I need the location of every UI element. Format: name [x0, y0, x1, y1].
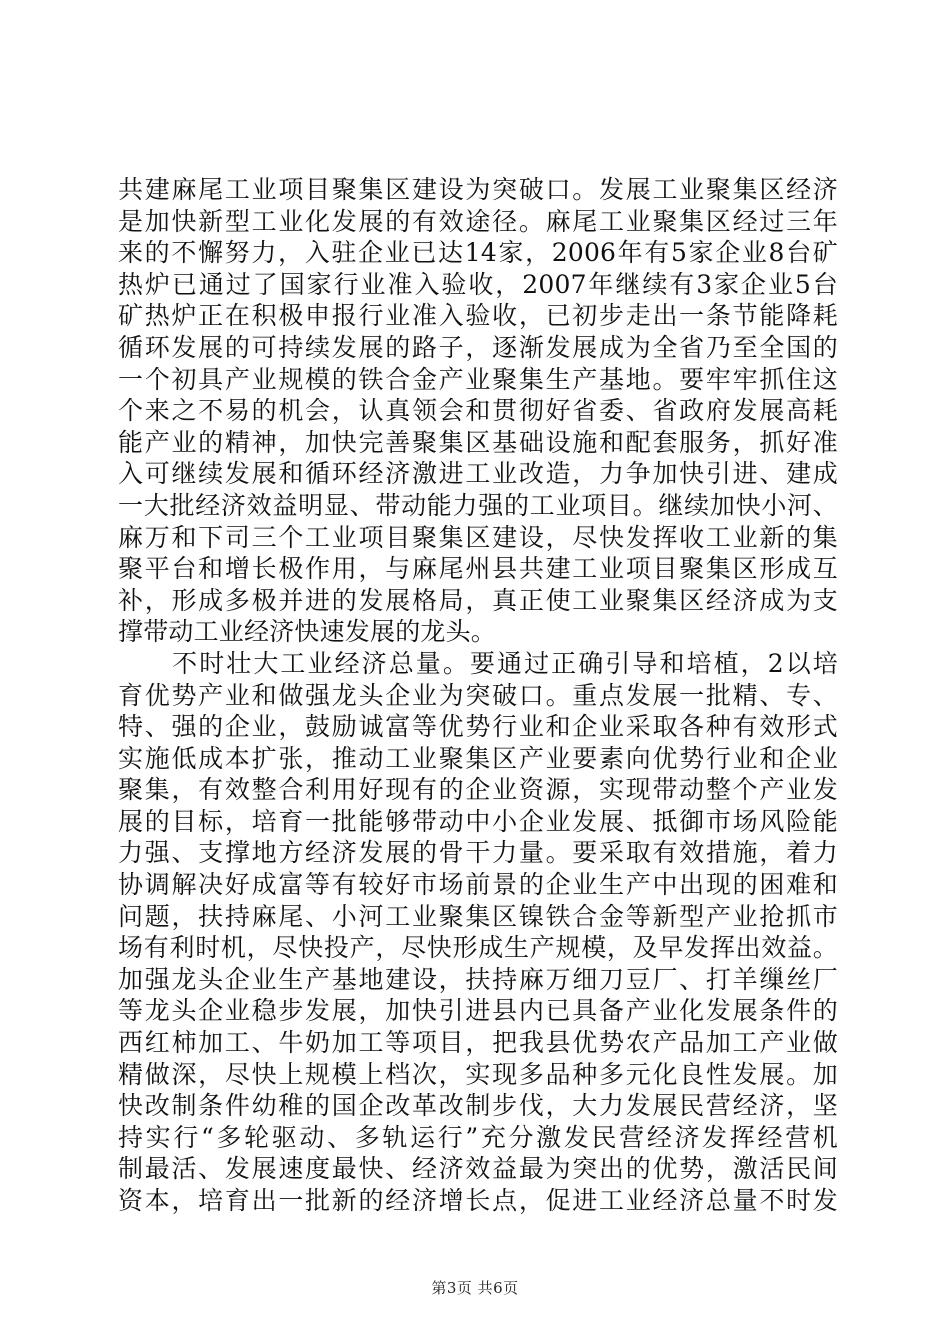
- page-number-footer: 第3页 共6页: [431, 1279, 519, 1297]
- text-line: 资本，培育出一批新的经济增长点，促进工业经济总量不时发: [118, 1186, 838, 1215]
- text-line: 等龙头企业稳步发展，加快引进县内已具备产业化发展条件的: [118, 996, 838, 1026]
- text-line: 撑带动工业经济快速发展的龙头。: [118, 617, 497, 647]
- text-line: 矿热炉正在积极申报行业准入验收，已初步走出一条节能降耗: [118, 301, 838, 331]
- text-line: 热炉已通过了国家行业准入验收，2007年继续有3家企业5台: [118, 269, 838, 299]
- text-line: 问题，扶持麻尾、小河工业聚集区镍铁合金等新型产业抢抓市: [118, 901, 838, 931]
- text-line: 场有利时机，尽快投产，尽快形成生产规模，及早发挥出效益。: [118, 933, 838, 963]
- text-line: 协调解决好成富等有较好市场前景的企业生产中出现的困难和: [118, 870, 838, 900]
- paragraph-2: [118, 648, 838, 1217]
- text-line: 育优势产业和做强龙头企业为突破口。重点发展一批精、专、: [118, 680, 838, 710]
- text-line: 持实行“多轮驱动、多轨运行”充分激发民营经济发挥经营机: [118, 1122, 838, 1152]
- document-body: [118, 174, 838, 1217]
- text-line: 不时壮大工业经济总量。要通过正确引导和培植，2以培: [118, 648, 838, 678]
- text-line: 循环发展的可持续发展的路子，逐渐发展成为全省乃至全国的: [118, 332, 838, 362]
- text-line: 聚集，有效整合利用好现有的企业资源，实现带动整个产业发: [118, 775, 838, 805]
- text-line: 来的不懈努力，入驻企业已达14家，2006年有5家企业8台矿: [118, 238, 838, 268]
- text-line: 是加快新型工业化发展的有效途径。麻尾工业聚集区经过三年: [118, 206, 838, 236]
- text-line: 麻万和下司三个工业项目聚集区建设，尽快发挥收工业新的集: [118, 522, 838, 552]
- text-line: 一大批经济效益明显、带动能力强的工业项目。继续加快小河、: [118, 490, 838, 520]
- text-line: 快改制条件幼稚的国企改革改制步伐，大力发展民营经济，坚: [118, 1091, 838, 1121]
- text-line: 西红柿加工、牛奶加工等项目，把我县优势农产品加工产业做: [118, 1028, 838, 1058]
- text-line: 制最活、发展速度最快、经济效益最为突出的优势，激活民间: [118, 1154, 838, 1184]
- text-line: 力强、支撑地方经济发展的骨干力量。要采取有效措施，着力: [118, 838, 838, 868]
- text-line: 特、强的企业，鼓励诚富等优势行业和企业采取各种有效形式: [118, 712, 838, 742]
- text-line: 共建麻尾工业项目聚集区建设为突破口。发展工业聚集区经济: [118, 175, 838, 204]
- text-line: 个来之不易的机会，认真领会和贯彻好省委、省政府发展高耗: [118, 396, 838, 426]
- text-line: 实施低成本扩张，推动工业聚集区产业要素向优势行业和企业: [118, 743, 838, 773]
- text-line: 聚平台和增长极作用，与麻尾州县共建工业项目聚集区形成互: [118, 554, 838, 584]
- text-line: 补，形成多极并进的发展格局，真正使工业聚集区经济成为支: [118, 585, 838, 615]
- text-line: 能产业的精神，加快完善聚集区基础设施和配套服务，抓好准: [118, 427, 838, 457]
- text-line: 加强龙头企业生产基地建设，扶持麻万细刀豆厂、打羊缫丝厂: [118, 964, 838, 994]
- text-line: 精做深，尽快上规模上档次，实现多品种多元化良性发展。加: [118, 1059, 838, 1089]
- text-line: 入可继续发展和循环经济激进工业改造，力争加快引进、建成: [118, 459, 838, 489]
- text-line: 一个初具产业规模的铁合金产业聚集生产基地。要牢牢抓住这: [118, 364, 838, 394]
- text-line: 展的目标，培育一批能够带动中小企业发展、抵御市场风险能: [118, 806, 838, 836]
- paragraph-1: [118, 174, 838, 648]
